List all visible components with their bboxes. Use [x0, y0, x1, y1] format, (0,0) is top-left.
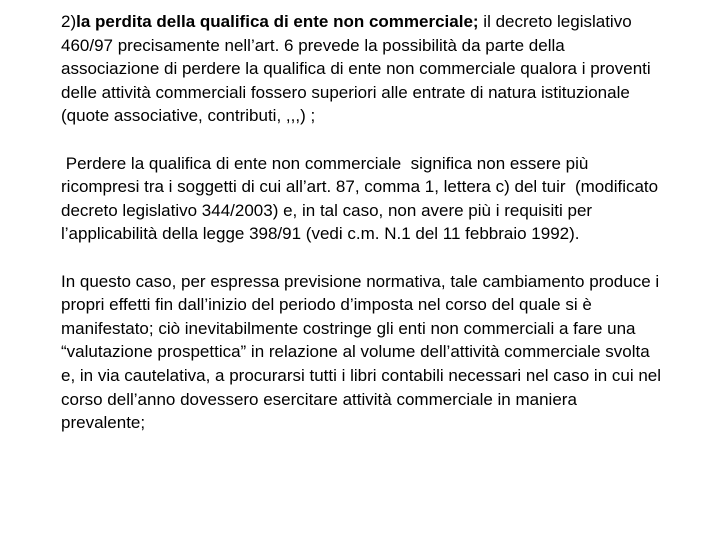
paragraph-text: Perdere la qualifica di ente non commerciale significa non essere più ricompresi tra i soggetti di cui all’art. 87, comma 1, lettera c) del tuir (modificato decreto legislativo 344/2003) e, in tal caso, non avere più i requisiti per l’applicabilità della legge 398/91 (vedi c.m. N.1 del 11 febbraio 1992).	[61, 153, 663, 244]
paragraph-text: In questo caso, per espressa previsione normativa, tale cambiamento produce i propri effetti fin dall’inizio del periodo d’imposta nel corso del quale si è manifestato; ciò inevitabilmente costringe gli enti non commerciali a fare una “valutazione prospettica” in relazione al volume dell’attività commerciale svolta e, in via cautelativa, a procurarsi tutti i libri contabili necessari nel caso in cui nel corso dell’anno dovessero esercitare attività commerciale in maniera prevalente;	[61, 271, 662, 433]
paragraph-loss-of-status	[61, 10, 661, 128]
paragraph-heading-bold: la perdita della qualifica di ente non commerciale;	[76, 12, 479, 31]
paragraph-prefix: 2)	[61, 12, 77, 31]
paragraph-text: il decreto legislativo 460/97 precisamente nell’art. 6 prevede la possibilità da parte della associazione di perdere la qualifica di ente non commerciale qualora i proventi delle attività commerciali fossero superiori alle entrate di natura istituzionale (quote associative, contributi, ,,,) ;	[61, 12, 651, 126]
paragraph-effects	[61, 270, 661, 435]
paragraph-consequences	[61, 152, 661, 246]
document-body	[61, 10, 661, 435]
